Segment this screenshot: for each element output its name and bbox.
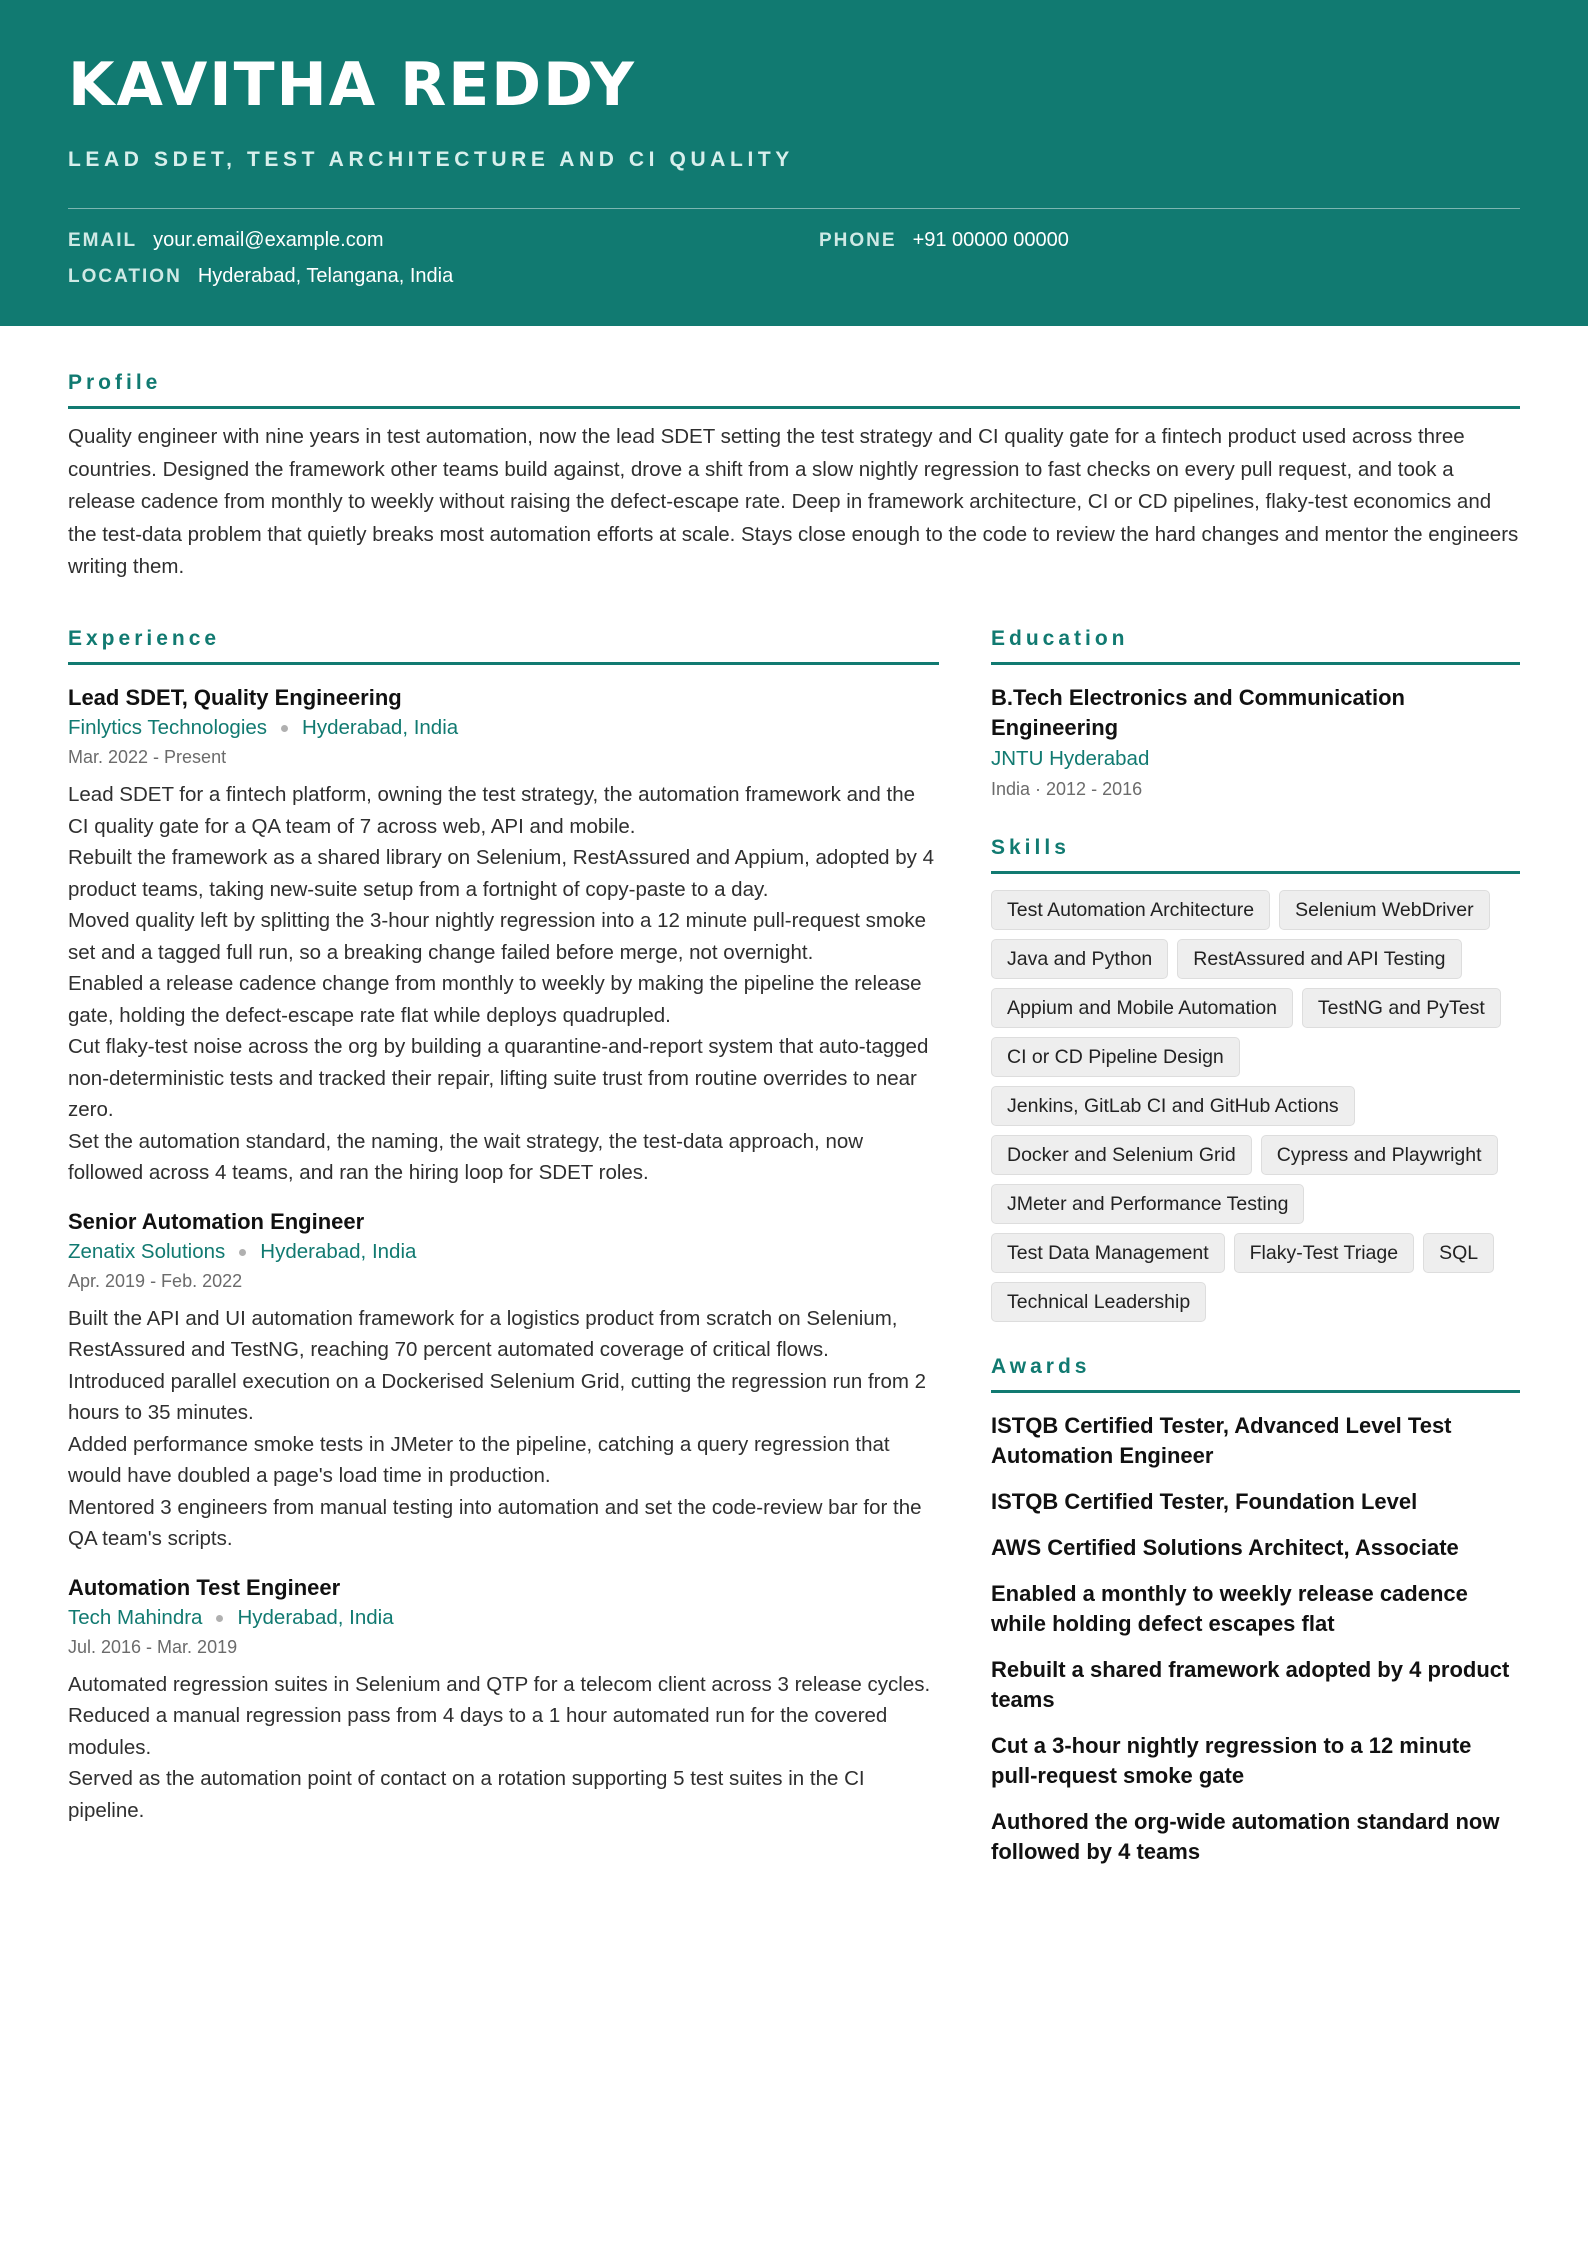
awards-section <box>991 1354 1520 1867</box>
education-section <box>991 626 1520 803</box>
award-item: Enabled a monthly to weekly release cadence while holding defect escapes flat <box>991 1581 1468 1636</box>
job-dates: Mar. 2022 - Present <box>68 747 227 767</box>
resume-header <box>0 0 1588 326</box>
experience-section <box>68 626 939 1826</box>
job-bullet: Added performance smoke tests in JMeter to the pipeline, catching a query regression that would have doubled a page's load time in production. <box>68 1432 890 1487</box>
job-employer <box>68 1237 939 1267</box>
job-entry <box>68 683 939 1189</box>
job-title: Automation Test Engineer <box>68 1574 341 1600</box>
job-company: Zenatix Solutions <box>68 1239 226 1263</box>
email-label: EMAIL <box>68 230 138 251</box>
awards-heading: Awards <box>991 1354 1520 1393</box>
education-school: JNTU Hyderabad <box>991 747 1150 770</box>
separator-dot <box>216 1615 223 1622</box>
phone-label: PHONE <box>819 230 897 251</box>
skills-list <box>991 890 1520 1331</box>
job-title: Lead SDET, Quality Engineering <box>68 685 402 710</box>
profile-heading: Profile <box>68 370 1520 409</box>
awards-list <box>991 1411 1520 1867</box>
skills-section <box>991 835 1520 1331</box>
award-item: Cut a 3-hour nightly regression to a 12 minute pull-request smoke gate <box>991 1733 1472 1788</box>
job-company: Tech Mahindra <box>68 1605 203 1629</box>
skill-tag: JMeter and Performance Testing <box>991 1184 1304 1224</box>
job-bullet: Automated regression suites in Selenium and QTP for a telecom client across 3 release cycles. <box>68 1672 931 1696</box>
location-label: LOCATION <box>68 266 182 287</box>
skill-tag: Flaky-Test Triage <box>1234 1233 1414 1273</box>
job-employer <box>68 1603 939 1633</box>
experience-heading: Experience <box>68 626 939 665</box>
skill-tag: CI or CD Pipeline Design <box>991 1037 1240 1077</box>
award-item: AWS Certified Solutions Architect, Associate <box>991 1535 1459 1560</box>
skill-tag: Selenium WebDriver <box>1279 890 1489 930</box>
phone-value[interactable]: +91 00000 00000 <box>912 229 1069 251</box>
education-meta: India · 2012 - 2016 <box>991 779 1143 799</box>
job-location: Hyderabad, India <box>302 716 459 739</box>
candidate-role: LEAD SDET, TEST ARCHITECTURE AND CI QUALITY <box>68 148 794 171</box>
skill-tag: Test Automation Architecture <box>991 890 1270 930</box>
education-degree: B.Tech Electronics and Communication Engineering <box>991 685 1405 740</box>
job-bullet: Set the automation standard, the naming, the wait strategy, the test-data approach, now followed across 4 teams, and ran the hiring loop for SDET roles. <box>68 1129 864 1184</box>
skill-tag: RestAssured and API Testing <box>1177 939 1461 979</box>
skill-tag: Test Data Management <box>991 1233 1225 1273</box>
contact-email <box>68 229 384 252</box>
skill-tag: SQL <box>1423 1233 1494 1273</box>
separator-dot <box>281 725 288 732</box>
job-dates: Jul. 2016 - Mar. 2019 <box>68 1636 238 1657</box>
skill-tag: Jenkins, GitLab CI and GitHub Actions <box>991 1086 1355 1126</box>
job-bullet: Lead SDET for a fintech platform, owning the test strategy, the automation framework and the CI quality gate for a QA team of 7 across web, API and mobile. <box>68 783 916 838</box>
job-bullet: Reduced a manual regression pass from 4 days to a 1 hour automated run for the covered modules. <box>68 1704 888 1759</box>
job-bullet: Moved quality left by splitting the 3-hour nightly regression into a 12 minute pull-request smoke set and a tagged full run, so a breaking change failed before merge, not overnight. <box>68 909 927 964</box>
job-bullet: Mentored 3 engineers from manual testing into automation and set the code-review bar for the QA team's scripts. <box>68 1495 922 1550</box>
contact-location <box>68 265 453 288</box>
profile-section <box>68 370 1520 584</box>
job-bullet: Served as the automation point of contact on a rotation supporting 5 test suites in the CI pipeline. <box>68 1767 865 1822</box>
job-bullet: Cut flaky-test noise across the org by building a quarantine-and-report system that auto-tagged non-deterministic tests and tracked their repair, lifting suite trust from routine overrides to near zero. <box>68 1035 929 1121</box>
skill-tag: Java and Python <box>991 939 1168 979</box>
contact-phone <box>819 229 1069 252</box>
award-item: ISTQB Certified Tester, Advanced Level Test Automation Engineer <box>991 1413 1452 1468</box>
job-bullet: Enabled a release cadence change from monthly to weekly by making the pipeline the release gate, holding the defect-escape rate flat while deploys quadrupled. <box>68 972 922 1027</box>
skill-tag: Cypress and Playwright <box>1261 1135 1498 1175</box>
skills-heading: Skills <box>991 835 1520 874</box>
skill-tag: TestNG and PyTest <box>1302 988 1501 1028</box>
award-item: Rebuilt a shared framework adopted by 4 product teams <box>991 1657 1510 1712</box>
header-divider <box>68 208 1520 209</box>
job-title: Senior Automation Engineer <box>68 1208 365 1234</box>
award-item: ISTQB Certified Tester, Foundation Level <box>991 1489 1418 1514</box>
job-company: Finlytics Technologies <box>68 716 268 739</box>
separator-dot <box>239 1249 246 1256</box>
job-entry <box>68 1207 939 1555</box>
sidebar-column <box>991 626 1520 1867</box>
job-dates: Apr. 2019 - Feb. 2022 <box>68 1270 243 1291</box>
job-location: Hyderabad, India <box>237 1605 394 1629</box>
skill-tag: Docker and Selenium Grid <box>991 1135 1252 1175</box>
job-bullet: Rebuilt the framework as a shared library on Selenium, RestAssured and Appium, adopted by 4 product teams, taking new-suite setup from a fortnight of copy-paste to a day. <box>68 846 935 901</box>
candidate-name: KAVITHA REDDY <box>68 50 636 120</box>
job-employer <box>68 713 939 743</box>
education-heading: Education <box>991 626 1520 665</box>
job-location: Hyderabad, India <box>260 1239 417 1263</box>
skill-tag: Technical Leadership <box>991 1282 1206 1322</box>
job-entry <box>68 1573 939 1827</box>
award-item: Authored the org-wide automation standard now followed by 4 teams <box>991 1809 1500 1864</box>
job-bullet: Built the API and UI automation framework for a logistics product from scratch on Selenium, RestAssured and TestNG, reaching 70 percent automated coverage of critical flows. <box>68 1306 898 1361</box>
skill-tag: Appium and Mobile Automation <box>991 988 1293 1028</box>
profile-text: Quality engineer with nine years in test automation, now the lead SDET setting the test strategy and CI quality gate for a fintech product used across three countries. Designed the framework other teams build against, drove a shift from a slow nightly regression to fast checks on every pull request, and took a release cadence from monthly to weekly without raising the defect-escape rate. Deep in framework architecture, CI or CD pipelines, flaky-test economics and the test-data problem that quietly breaks most automation efforts at scale. Stays close enough to the code to review the hard changes and mentor the engineers writing them. <box>68 425 1519 578</box>
location-value: Hyderabad, Telangana, India <box>197 265 454 287</box>
email-value[interactable]: your.email@example.com <box>153 229 384 251</box>
job-bullet: Introduced parallel execution on a Dockerised Selenium Grid, cutting the regression run from 2 hours to 35 minutes. <box>68 1369 927 1424</box>
